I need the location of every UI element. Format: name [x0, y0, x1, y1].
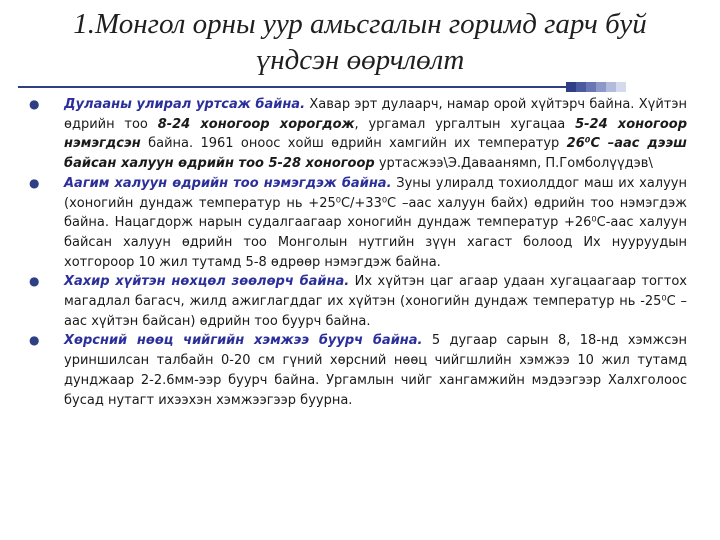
gradient-square	[606, 82, 616, 92]
slide-title-line-2: үндсэн өөрчлөлт	[255, 44, 465, 76]
bullet-text	[64, 331, 687, 410]
gradient-square	[616, 82, 626, 92]
bullet-dot-icon: ●	[29, 175, 40, 190]
bullet-body: , ургамал ургалтын хугацаа	[354, 116, 576, 132]
bullet-body: уртасжээ\Э.Даваанямn, П.Гомболүүдэв\	[374, 156, 653, 172]
bullet-text	[64, 272, 687, 331]
bullet-item-2	[22, 174, 687, 273]
gradient-square	[566, 82, 576, 92]
bullet-emphasis: 26⁰С –аас дээш байсан халуун өдрийн тоо 5-28 хоногоор	[64, 136, 687, 172]
bullet-lead: Хахир хүйтэн нөхцөл зөөлөрч байна.	[64, 274, 350, 290]
title-underline	[18, 86, 566, 88]
slide-title	[60, 6, 660, 78]
bullet-body: Хавар эрт дулаарч, намар орой хүйтэрч байна. Хүйтэн өдрийн тоо	[64, 97, 687, 132]
gradient-square	[576, 82, 586, 92]
bullet-text	[64, 95, 687, 174]
bullet-text	[64, 174, 687, 273]
bullet-body: Зуны улиралд тохиолддог маш их халуун (хоногийн дундаж температур нь +25⁰С/+33⁰С –аас халуун байх) өдрийн тоо нэмэгдэж байна. Нацагдорж нарын судалгаагаар хоногийн дундаж температур +26⁰С-аас халуун байсан халуун өдрийн тоо Монголын нутгийн зүүн хагаст болоод Их нууруудын хотгороор 10 жил тутамд 5-8 өдрөөр нэмэгдэж байна.	[64, 175, 687, 270]
bullet-dot-icon: ●	[29, 333, 40, 348]
slide-body	[22, 95, 687, 410]
gradient-square	[586, 82, 596, 92]
bullet-item-1	[22, 95, 687, 174]
bullet-lead: Аагим халуун өдрийн тоо нэмэгдэж байна.	[64, 175, 392, 191]
slide-title-line-1: 1.Монгол орны уур амьсгалын горимд гарч буй	[73, 8, 647, 40]
gradient-square	[596, 82, 606, 92]
bullet-dot-icon: ●	[29, 97, 40, 111]
bullet-lead: Дулааны улирал уртсаж байна.	[64, 97, 306, 112]
bullet-body: Их хүйтэн цаг агаар удаан хугацаагаар тогтох магадлал багасч, жилд ажиглагддаг их хүйтэн (хоногийн дундаж температур нь -25⁰С –аас хүйтэн байсан) өдрийн тоо буурч байна.	[64, 274, 688, 329]
bullet-body: байна. 1961 оноос хойш өдрийн хамгийн их температур	[140, 136, 567, 152]
decorative-gradient-squares	[566, 82, 626, 92]
bullet-emphasis: 8-24 хоногоор хорогдож	[157, 116, 355, 132]
bullet-body: 5 дугаар сарын 8, 18-нд хэмжсэн уриншилсан талбайн 0-20 см гүний хөрсний нөөц чийгшлийн хэмжээ 10 жил тутамд дунджаар 2-2.6мм-ээр буурч байна. Ургамлын чийг хангамжийн мэдээгээр Халхголоос бусад нутагт ихээхэн хэмжээгээр буурна.	[64, 333, 687, 408]
bullet-emphasis: 5-24 хоногоор нэмэгдсэн	[64, 116, 687, 152]
bullet-dot-icon: ●	[29, 274, 40, 289]
bullet-item-4	[22, 331, 687, 410]
bullet-lead: Хөрсний нөөц чийгийн хэмжээ буурч байна.	[64, 333, 423, 349]
bullet-item-3	[22, 272, 687, 331]
